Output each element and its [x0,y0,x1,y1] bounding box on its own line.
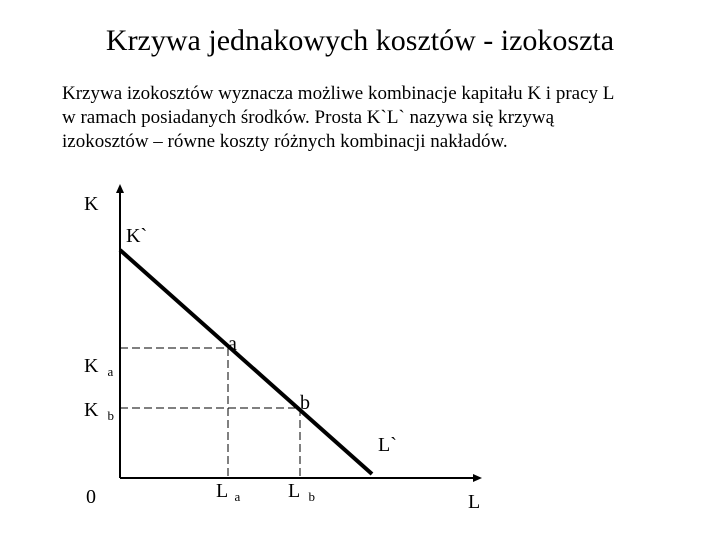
ka-label [84,355,113,379]
origin-label: 0 [86,486,96,508]
la-label-sub: a [234,489,241,504]
lb-label [288,480,315,504]
x-axis-label: L [468,491,481,513]
y-axis-label: K [84,193,99,215]
description-line-2: w ramach posiadanych środków. Prosta K`L` nazywa się krzywą [62,107,555,128]
line-start-label: K` [126,225,148,247]
lb-label-sub: b [308,489,315,504]
page-title: Krzywa jednakowych kosztów - izokoszta [105,24,615,57]
description-line-1: Krzywa izokosztów wyznacza możliwe kombinacje kapitału K i pracy L [62,83,615,104]
description-line-3: izokosztów – równe koszty różnych kombinacji nakładów. [62,131,508,152]
kb-label [84,399,114,423]
kb-label-sub: b [107,408,114,423]
kb-label-main: K [84,399,99,421]
ka-label-sub: a [107,364,114,379]
la-label-main: L [216,480,228,502]
line-end-label: L` [378,434,397,456]
la-label [216,480,240,504]
ka-label-main: K [84,355,99,377]
point-a-label: a [228,333,237,355]
isocost-line [120,250,372,474]
lb-label-main: L [288,480,300,502]
point-b-label: b [300,392,310,414]
